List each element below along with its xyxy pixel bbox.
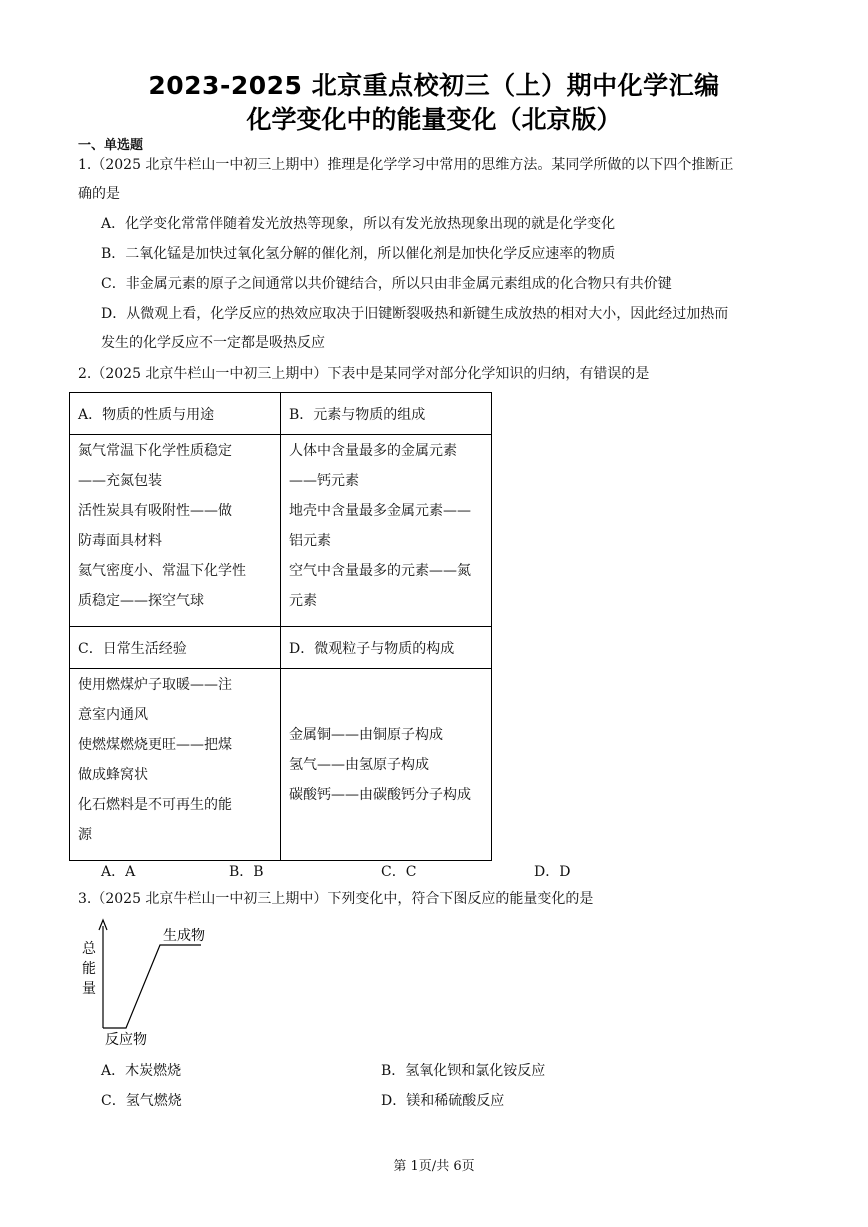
cell-c-line: 意室内通风 [78,707,148,723]
q1-option-c: C．非金属元素的原子之间通常以共价键结合，所以只由非金属元素组成的化合物只有共价键 [101,276,672,292]
y-axis-label-char: 能 [82,961,96,977]
q3-option-d: D．镁和稀硫酸反应 [381,1093,505,1109]
cell-b-line: ——钙元素 [289,473,359,489]
page-footer: 第 1页/共 6页 [393,1159,475,1174]
q2-option-b: B．B [229,864,264,880]
cell-b-line: 空气中含量最多的元素——氮 [289,563,471,579]
q3-option-b: B．氢氧化钡和氯化铵反应 [381,1063,546,1079]
q1-stem-line2: 确的是 [78,186,120,202]
q1-option-a: A．化学变化常常伴随着发光放热等现象，所以有发光放热现象出现的就是化学变化 [101,216,616,232]
cell-c-line: 使用燃煤炉子取暖——注 [78,677,232,693]
q1-option-d: D．从微观上看，化学反应的热效应取决于旧键断裂吸热和新键生成放热的相对大小，因此经过加热而 [101,306,729,322]
cell-a-line: ——充氮包装 [78,473,162,489]
cell-a-line: 质稳定——探空气球 [78,593,204,609]
knowledge-table [69,392,492,861]
cell-d-body [281,669,492,861]
q3-option-a: A．木炭燃烧 [101,1063,182,1079]
cell-b-line: 人体中含量最多的金属元素 [289,443,457,459]
cell-c-line: 化石燃料是不可再生的能 [78,797,232,813]
cell-a-body [70,435,281,627]
cell-d-head: D．微观粒子与物质的构成 [281,627,492,669]
cell-b-line: 地壳中含量最多金属元素—— [289,503,471,519]
y-axis-label-char: 总 [82,941,96,957]
q1-option-b: B．二氧化锰是加快过氧化氢分解的催化剂，所以催化剂是加快化学反应速率的物质 [101,246,616,262]
q3-stem: 3.（2025 北京牛栏山一中初三上期中）下列变化中，符合下图反应的能量变化的是 [78,891,594,907]
cell-a-line: 活性炭具有吸附性——做 [78,503,232,519]
q2-option-a: A．A [101,864,136,880]
y-axis-label-char: 量 [82,981,96,997]
cell-a-line: 氮气常温下化学性质稳定 [78,443,232,459]
energy-curve [103,945,201,1028]
cell-d-line: 氢气——由氢原子构成 [289,757,429,773]
document-title: 2023-2025 北京重点校初三（上）期中化学汇编 [148,71,720,100]
cell-a-line: 防毒面具材料 [78,533,162,549]
q3-option-c: C．氢气燃烧 [101,1093,182,1109]
cell-a-line: 氦气密度小、常温下化学性 [78,563,246,579]
cell-c-head: C．日常生活经验 [70,627,281,669]
cell-c-line: 做成蜂窝状 [78,767,148,783]
reactant-label: 反应物 [105,1032,147,1048]
section-heading: 一、单选题 [78,138,144,153]
product-label: 生成物 [163,928,205,944]
q2-stem: 2.（2025 北京牛栏山一中初三上期中）下表中是某同学对部分化学知识的归纳，有错误的是 [78,366,650,382]
q2-option-c: C．C [381,864,417,880]
cell-d-line: 金属铜——由铜原子构成 [289,727,443,743]
cell-b-line: 元素 [289,593,317,609]
q1-option-d-cont: 发生的化学反应不一定都是吸热反应 [101,335,325,351]
cell-d-line: 碳酸钙——由碳酸钙分子构成 [289,787,471,803]
energy-diagram [76,918,226,1048]
document-subtitle: 化学变化中的能量变化（北京版） [246,105,622,134]
cell-c-line: 使燃煤燃烧更旺——把煤 [78,737,232,753]
cell-c-line: 源 [78,827,92,843]
cell-c-body [70,669,281,861]
cell-b-body [281,435,492,627]
cell-b-head: B．元素与物质的组成 [281,393,492,435]
cell-a-head: A．物质的性质与用途 [70,393,281,435]
q2-option-d: D．D [534,864,571,880]
q1-stem-line1: 1.（2025 北京牛栏山一中初三上期中）推理是化学学习中常用的思维方法。某同学所做的以下四个推断正 [78,157,734,173]
cell-b-line: 铝元素 [289,533,331,549]
